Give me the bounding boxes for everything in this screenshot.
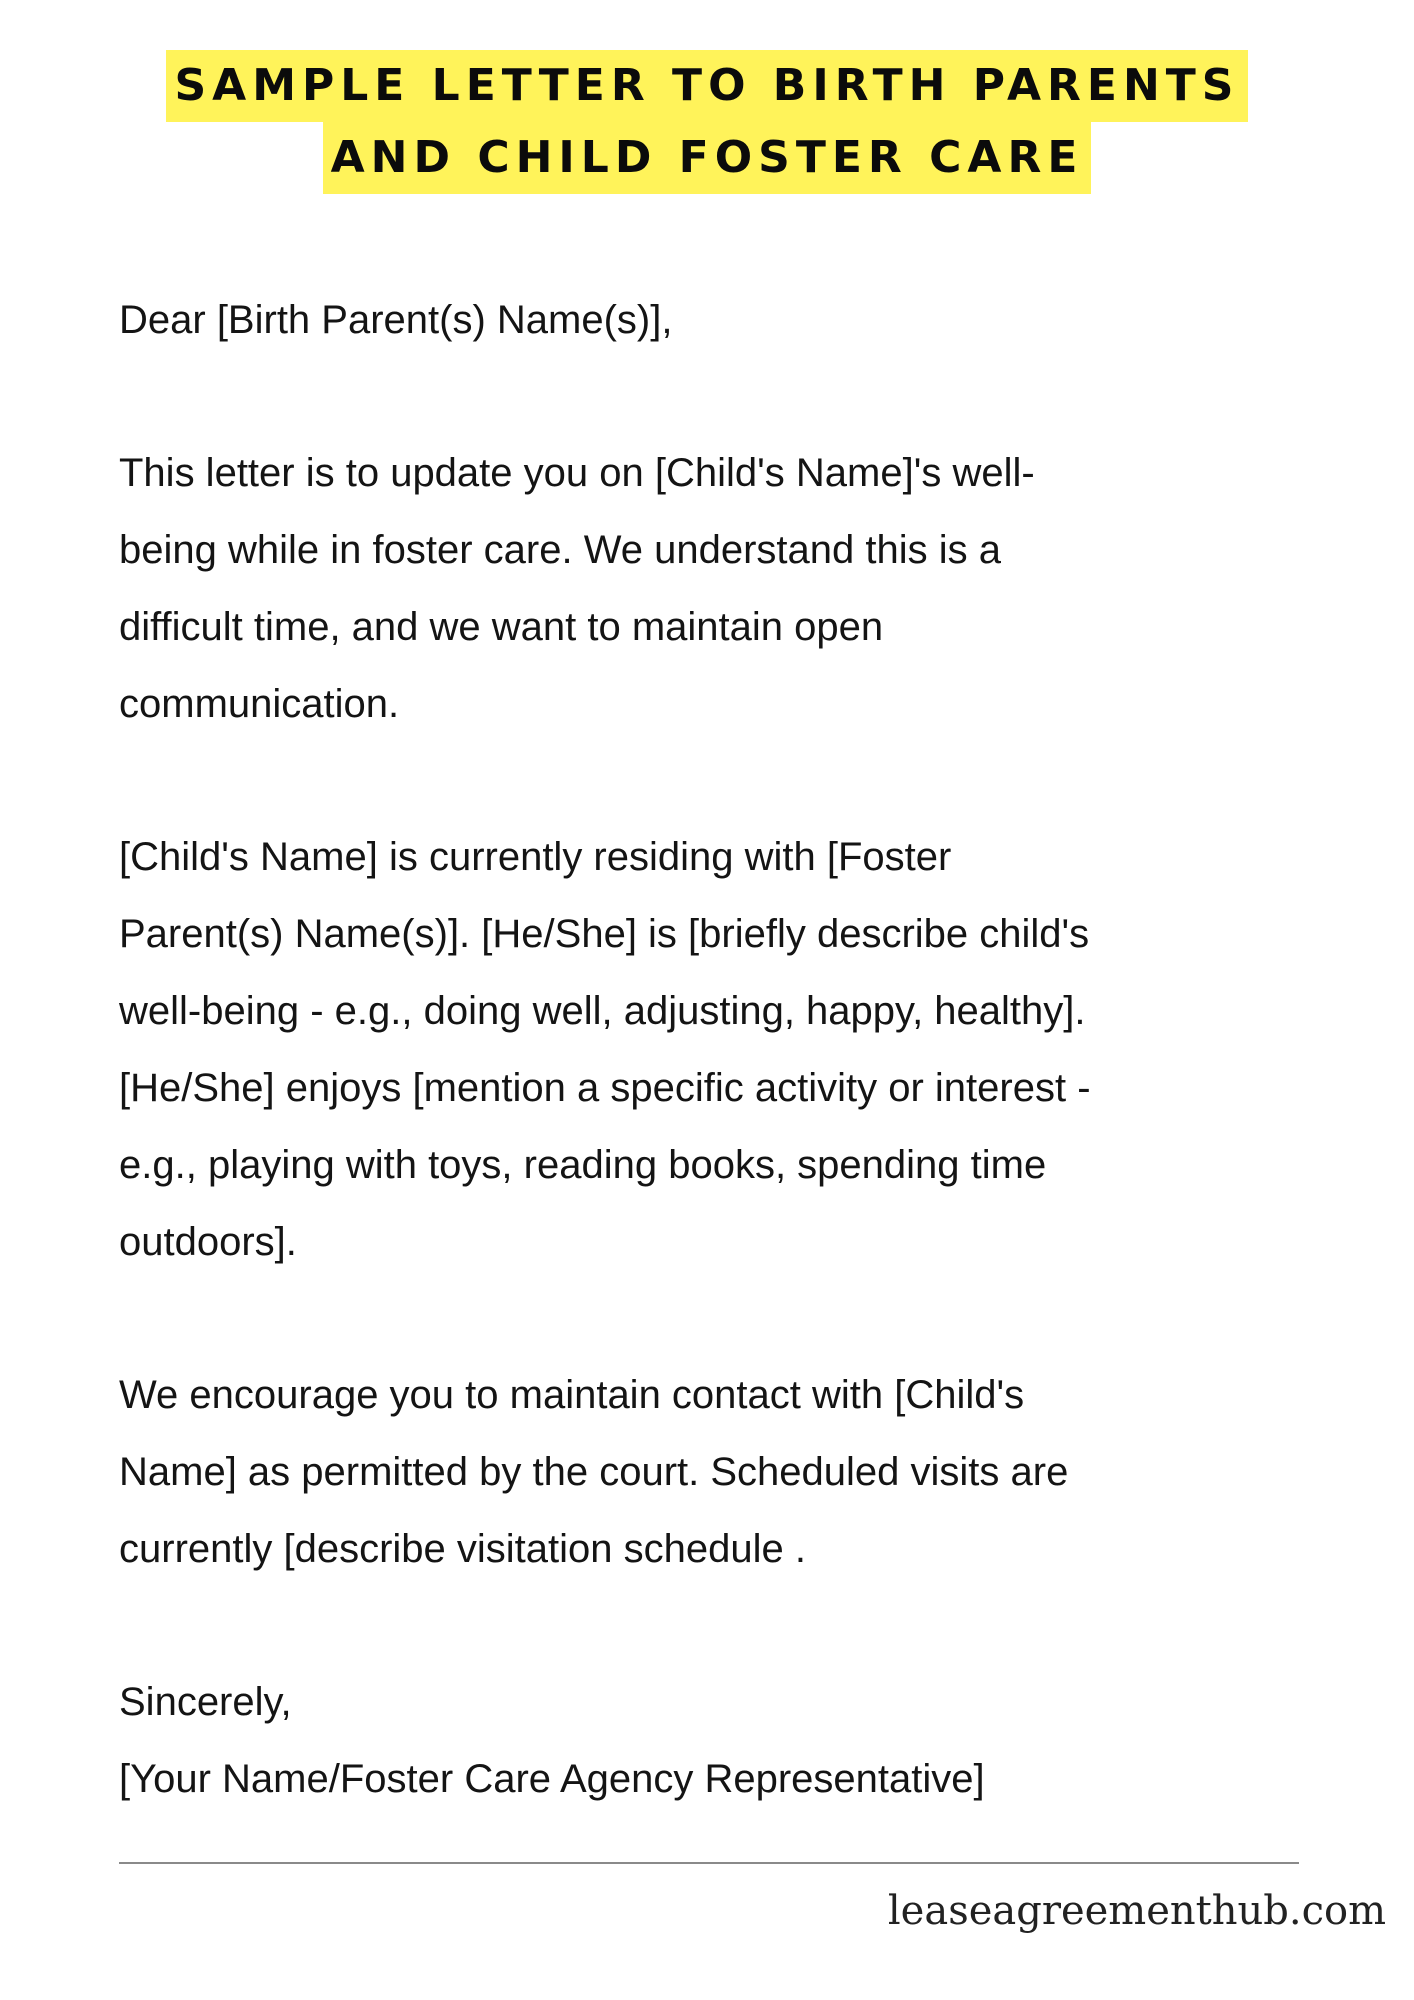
paragraph-line: outdoors]. bbox=[119, 1220, 297, 1264]
paragraph-wellbeing bbox=[119, 819, 1319, 1281]
paragraph-line: This letter is to update you on [Child's Name]'s well- bbox=[119, 451, 1035, 495]
paragraph-line: communication. bbox=[119, 682, 400, 726]
letter-body bbox=[119, 282, 1319, 1818]
paragraph-line: currently [describe visitation schedule . bbox=[119, 1527, 806, 1571]
paragraph-line: [He/She] enjoys [mention a specific activity or interest - bbox=[119, 1066, 1091, 1110]
salutation-text: Dear [Birth Parent(s) Name(s)], bbox=[119, 298, 673, 342]
page-title bbox=[0, 50, 1414, 194]
signature-text: [Your Name/Foster Care Agency Representative] bbox=[119, 1757, 985, 1801]
paragraph-line: e.g., playing with toys, reading books, spending time bbox=[119, 1143, 1047, 1187]
footer-site: leaseagreementhub.com bbox=[887, 1888, 1386, 1934]
paragraph-line: Parent(s) Name(s)]. [He/She] is [briefly describe child's bbox=[119, 912, 1090, 956]
title-line-2: AND CHILD FOSTER CARE bbox=[323, 122, 1092, 194]
closing-block bbox=[119, 1664, 1319, 1818]
salutation bbox=[119, 282, 1319, 359]
closing-text: Sincerely, bbox=[119, 1680, 292, 1724]
paragraph-line: difficult time, and we want to maintain open bbox=[119, 605, 884, 649]
paragraph-contact bbox=[119, 1357, 1319, 1588]
paragraph-line: being while in foster care. We understand this is a bbox=[119, 528, 1001, 572]
paragraph-update bbox=[119, 435, 1319, 743]
paragraph-line: Name] as permitted by the court. Scheduled visits are bbox=[119, 1450, 1069, 1494]
paragraph-line: We encourage you to maintain contact with [Child's bbox=[119, 1373, 1025, 1417]
title-line-1: SAMPLE LETTER TO BIRTH PARENTS bbox=[166, 50, 1247, 122]
footer-divider bbox=[119, 1862, 1299, 1864]
paragraph-line: [Child's Name] is currently residing with [Foster bbox=[119, 835, 952, 879]
paragraph-line: well-being - e.g., doing well, adjusting, happy, healthy]. bbox=[119, 989, 1086, 1033]
